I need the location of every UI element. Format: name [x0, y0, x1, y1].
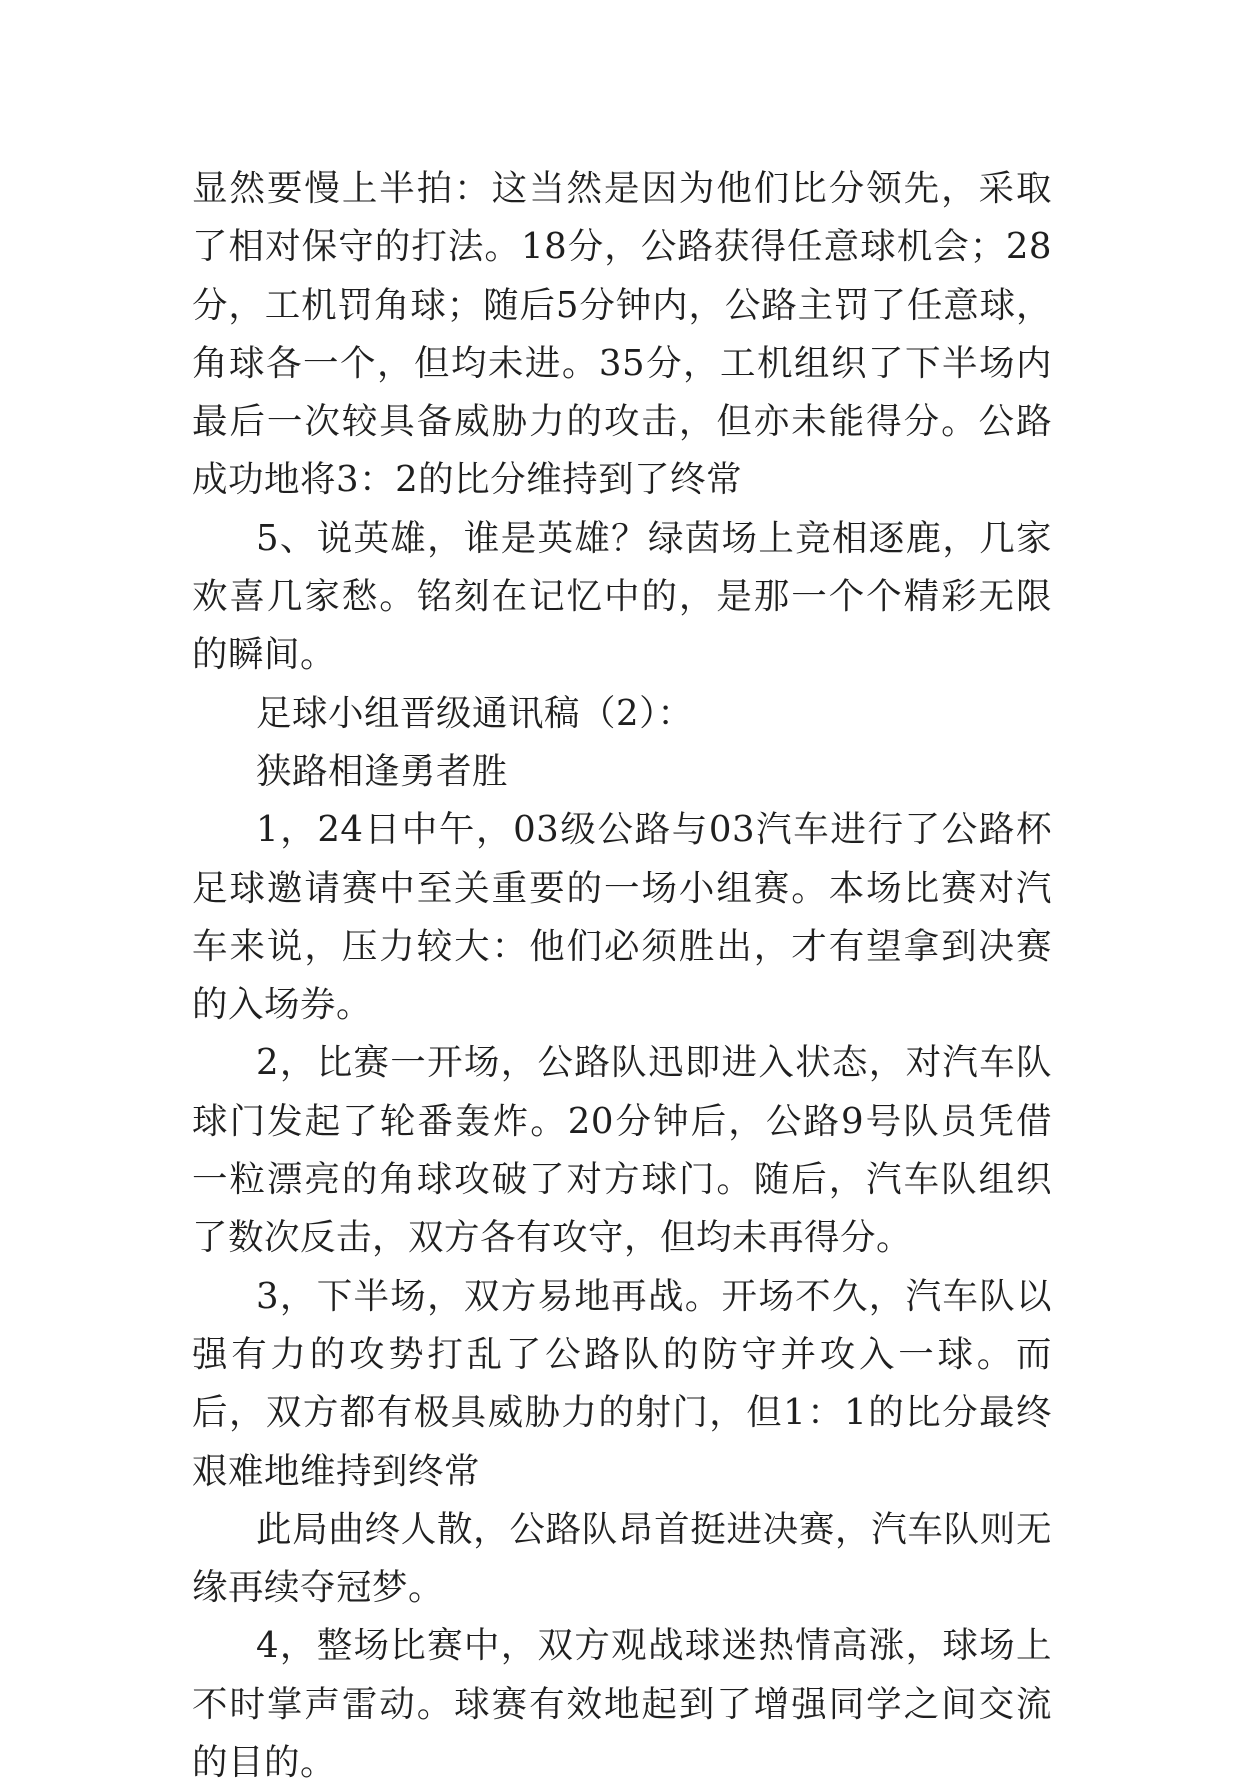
section-heading: 足球小组晋级通讯稿（2）： — [256, 692, 694, 734]
article-title: 狭路相逢勇者胜 — [256, 750, 509, 792]
paragraph-6: 此局曲终人散，公路队昂首挺进决赛，汽车队则无缘再续夺冠梦。 — [192, 1508, 1052, 1609]
paragraph-7: 4，整场比赛中，双方观战球迷热情高涨，球场上不时掌声雷动。球赛有效地起到了增强同学之间交流的目的。 — [192, 1625, 1052, 1784]
paragraph-4: 2，比赛一开场，公路队迅即进入状态，对汽车队球门发起了轮番轰炸。20分钟后，公路9号队员凭借一粒漂亮的角球攻破了对方球门。随后，汽车队组织了数次反击，双方各有攻守，但均未再得分。 — [192, 1042, 1052, 1259]
document-body — [192, 160, 1052, 1792]
paragraph-2: 5、说英雄，谁是英雄？绿茵场上竞相逐鹿，几家欢喜几家愁。铭刻在记忆中的，是那一个个精彩无限的瞬间。 — [192, 517, 1052, 676]
paragraph-5: 3，下半场，双方易地再战。开场不久，汽车队以强有力的攻势打乱了公路队的防守并攻入一球。而后，双方都有极具威胁力的射门，但1：1的比分最终艰难地维持到终常 — [192, 1275, 1052, 1492]
paragraph-1: 显然要慢上半拍：这当然是因为他们比分领先，采取了相对保守的打法。18分，公路获得任意球机会；28分，工机罚角球；随后5分钟内，公路主罚了任意球，角球各一个，但均未进。35分，工机组织了下半场内最后一次较具备威胁力的攻击，但亦未能得分。公路成功地将3：2的比分维持到了终常 — [192, 168, 1052, 501]
paragraph-3: 1，24日中午，03级公路与03汽车进行了公路杯足球邀请赛中至关重要的一场小组赛。本场比赛对汽车来说，压力较大：他们必须胜出，才有望拿到决赛的入场券。 — [192, 809, 1052, 1026]
